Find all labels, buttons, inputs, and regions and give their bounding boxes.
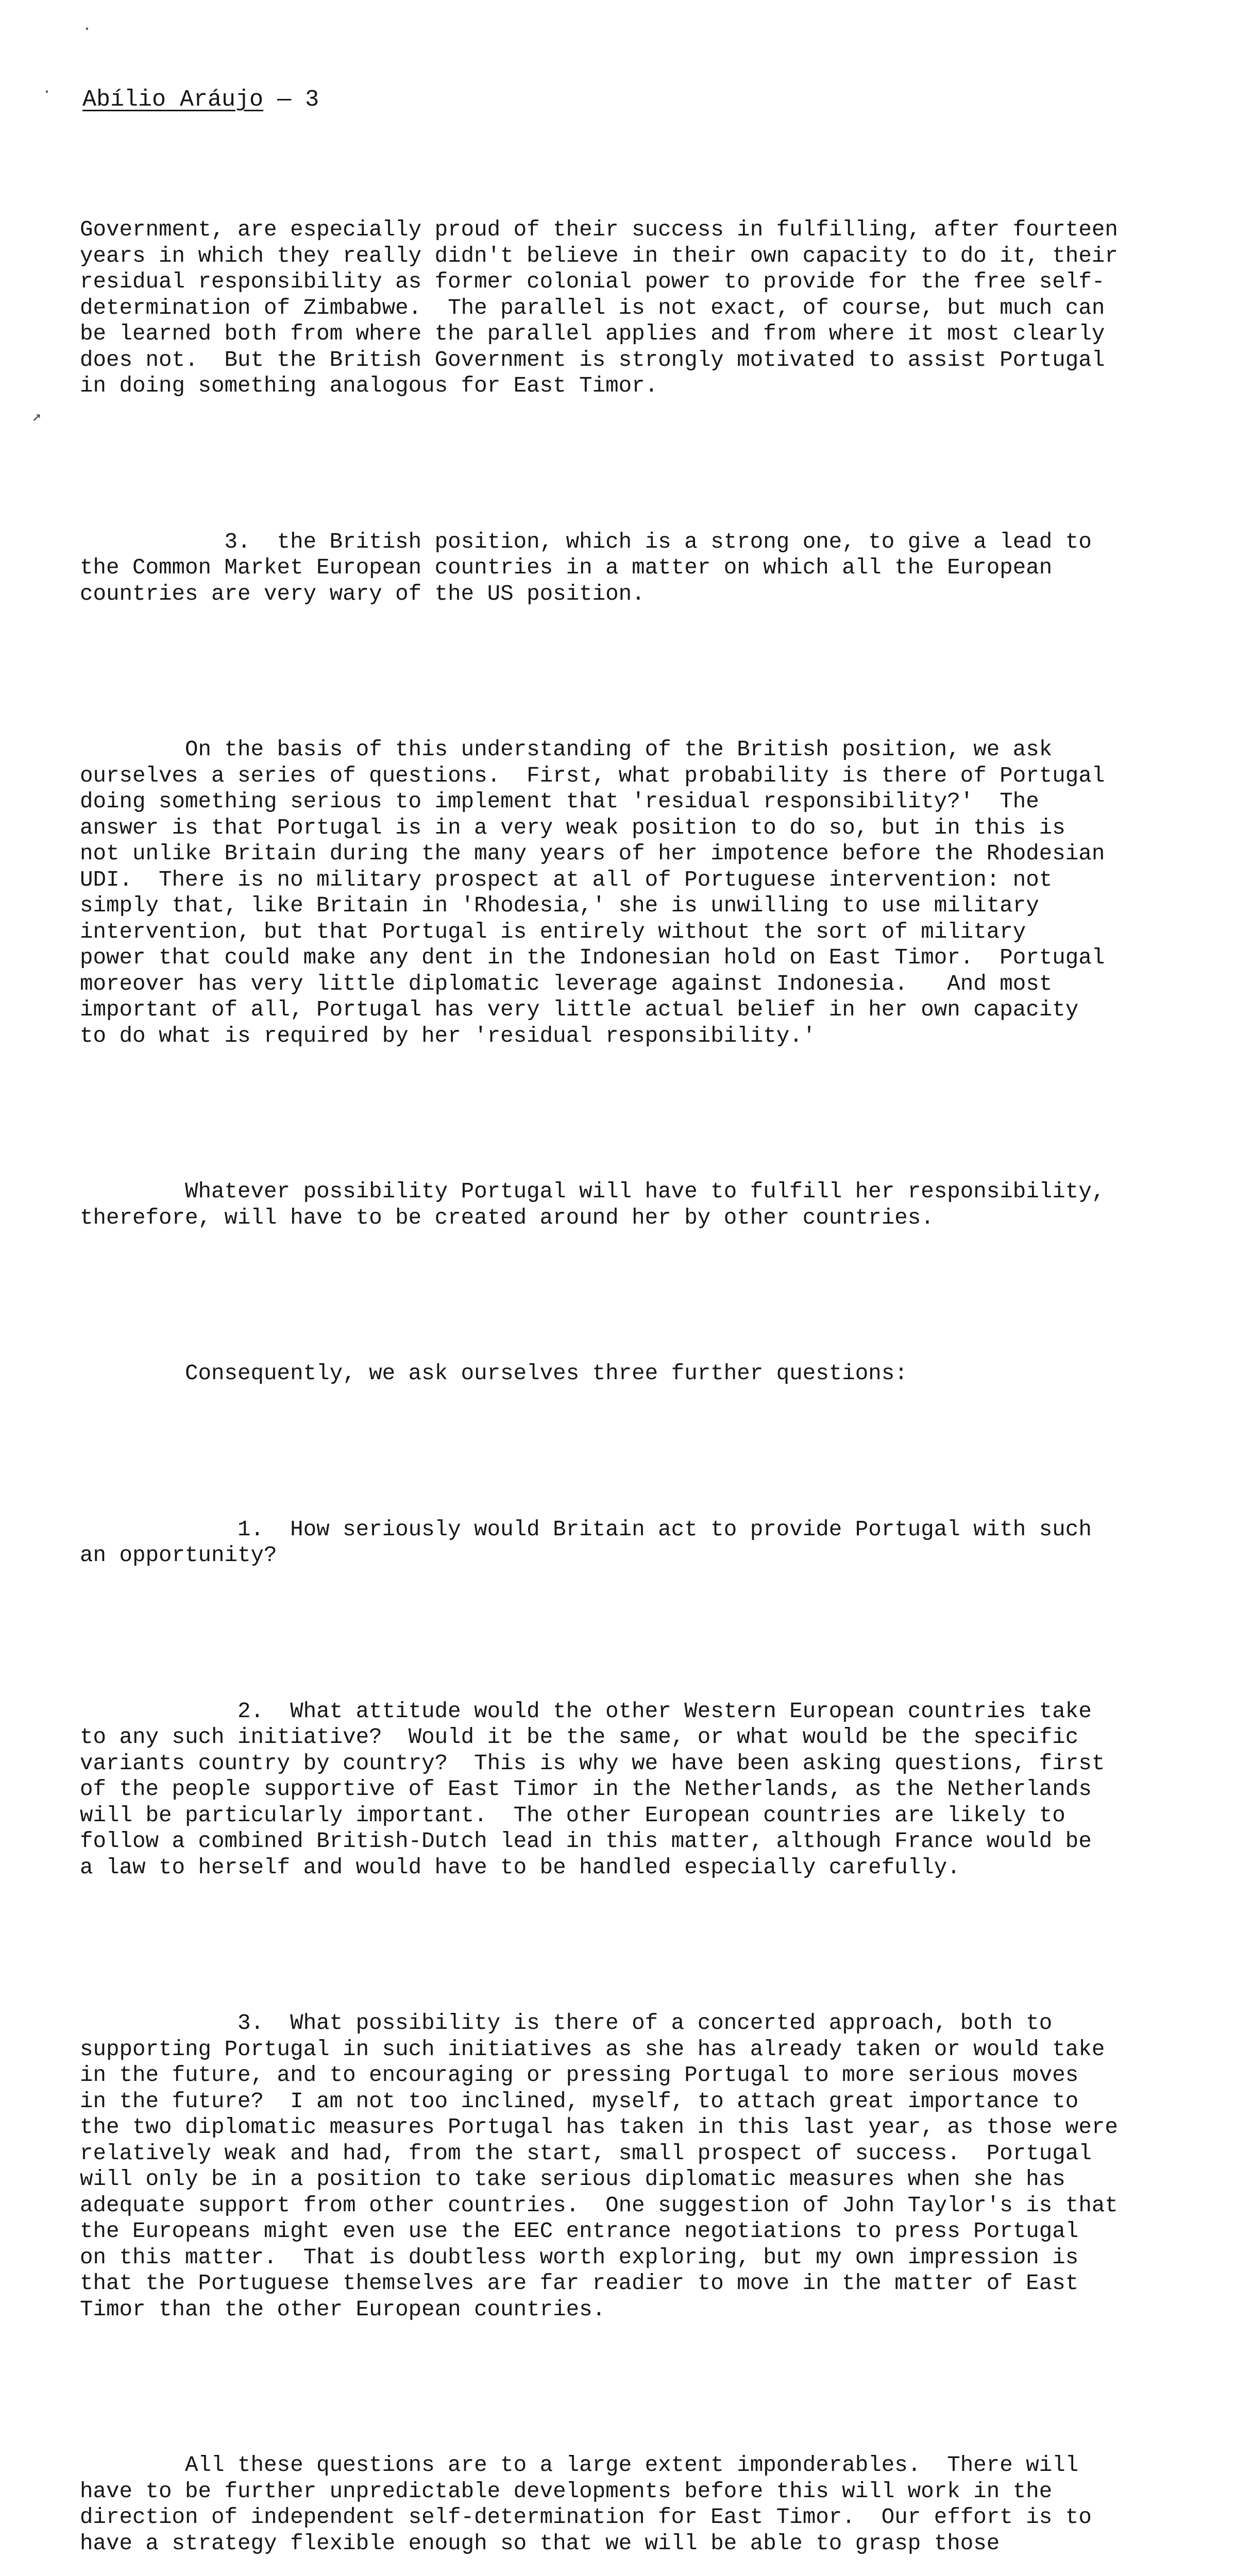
page-number: 3: [305, 87, 319, 113]
paragraph-imponderables: All these questions are to a large extent imponderables. There will have to be further unpredictable developments before this will work in the direction of independent self-determination for East Timor. Our effort is to have a strategy flexible enough so that we will be able to grasp those: [80, 2453, 1092, 2556]
document-body: [80, 165, 1213, 2576]
margin-mark: ↗: [32, 409, 42, 426]
page-header: [82, 86, 319, 114]
question-1: 1. How seriously would Britain act to provide Portugal with such an opportunity?: [80, 1517, 1092, 1568]
question-2: 2. What attitude would the other Western European countries take to any such initiative? Would it be the same, or what would be the specific variants country by country? This is why we have been asking questions, first of the people supportive of East Timor in the Netherlands, as the Netherlands will be particularly important. The other European countries are likely to follow a combined British-Dutch lead in this matter, although France would be a law to herself and would have to be handled especially carefully.: [80, 1699, 1105, 1880]
paragraph-whatever-possibility: Whatever possibility Portugal will have to fulfill her responsibility, therefore, will have to be created around her by other countries.: [80, 1179, 1105, 1230]
paragraph-government: Government, are especially proud of their success in fulfilling, after fourteen years in which they really didn't believe in their own capacity to do it, their residual responsibility as former colonial power to provide for the free self- determination of Zimbabwe. The parallel is not exact, of course, but much can be learned both from where the parallel applies and from where it most clearly does not. But the British Government is strongly motivated to assist Portugal in doing something analogous for East Timor.: [80, 217, 1118, 398]
paragraph-point-3-british-position: 3. the British position, which is a strong one, to give a lead to the Common Market European countries in a matter on which all the European countries are very wary of the US position.: [80, 529, 1092, 606]
stray-mark: ·: [82, 21, 92, 38]
author-name: Abílio Aráujo: [82, 87, 264, 113]
stray-mark: ·: [42, 83, 52, 101]
paragraph-consequently: Consequently, we ask ourselves three further questions:: [80, 1361, 908, 1386]
header-separator: —: [263, 87, 306, 113]
question-3: 3. What possibility is there of a concerted approach, both to supporting Portugal in such initiatives as she has already taken or would take in the future, and to encouraging or pressing Portugal to more serious moves in the future? I am not too inclined, myself, to attach great importance to the two diplomatic measures Portugal has taken in this last year, as those were relatively weak and had, from the start, small prospect of success. Portugal will only be in a position to take serious diplomatic measures when she has adequate support from other countries. One suggestion of John Taylor's is that the Europeans might even use the EEC entrance negotiations to press Portugal on this matter. That is doubtless worth exploring, but my own impression is that the Portuguese themselves are far readier to move in the matter of East Timor than the other European countries.: [80, 2011, 1118, 2322]
paragraph-questions: On the basis of this understanding of the British position, we ask ourselves a series of questions. First, what probability is there of Portugal doing something serious to implement that 'residual responsibility?' The answer is that Portugal is in a very weak position to do so, but in this is not unlike Britain during the many years of her impotence before the Rhodesian UDI. There is no military prospect at all of Portuguese intervention: not simply that, like Britain in 'Rhodesia,' she is unwilling to use military intervention, but that Portugal is entirely without the sort of military power that could make any dent in the Indonesian hold on East Timor. Portugal moreover has very little diplomatic leverage against Indonesia. And most important of all, Portugal has very little actual belief in her own capacity to do what is required by her 'residual responsibility.': [80, 737, 1105, 1048]
